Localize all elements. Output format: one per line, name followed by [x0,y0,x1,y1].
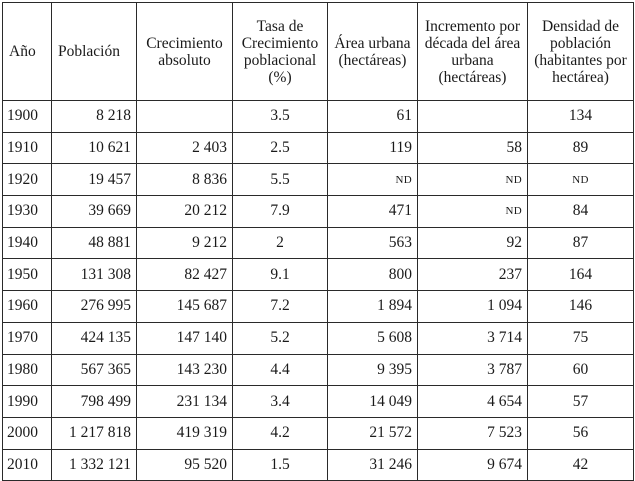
population-table [2,2,634,481]
cell-population: 131 308 [52,259,137,291]
cell-urban-area-increment [418,101,528,133]
cell-population: 1 332 121 [52,449,137,481]
table-row [3,227,634,259]
cell-urban-area: 14 049 [328,386,418,418]
cell-urban-area: 563 [328,227,418,259]
cell-absolute-growth: 145 687 [137,291,233,323]
table-row [3,196,634,228]
cell-urban-area-increment: 92 [418,227,528,259]
cell-growth-rate: 5.5 [233,164,328,196]
cell-population: 19 457 [52,164,137,196]
cell-urban-area-increment: 4 654 [418,386,528,418]
cell-population-density: 164 [528,259,634,291]
cell-growth-rate: 2.5 [233,132,328,164]
cell-urban-area: ND [328,164,418,196]
table-row [3,259,634,291]
cell-absolute-growth: 143 230 [137,354,233,386]
header-year: Año [3,3,52,101]
cell-growth-rate: 5.2 [233,322,328,354]
cell-urban-area: 1 894 [328,291,418,323]
cell-absolute-growth: 2 403 [137,132,233,164]
table-row [3,164,634,196]
cell-year: 1990 [3,386,52,418]
cell-urban-area-increment: ND [418,196,528,228]
cell-absolute-growth: 231 134 [137,386,233,418]
cell-year: 1920 [3,164,52,196]
cell-population-density: 75 [528,322,634,354]
header-population-density: Densidad de población (habitantes por hectárea) [528,3,634,101]
table-row [3,322,634,354]
header-urban-area-increment: Incremento por década del área urbana (hectáreas) [418,3,528,101]
table-row [3,354,634,386]
table-row [3,449,634,481]
cell-growth-rate: 7.2 [233,291,328,323]
cell-population-density: 134 [528,101,634,133]
cell-urban-area-increment: 3 714 [418,322,528,354]
cell-urban-area: 31 246 [328,449,418,481]
cell-year: 1960 [3,291,52,323]
header-row [3,3,634,101]
cell-year: 2010 [3,449,52,481]
cell-population: 8 218 [52,101,137,133]
cell-year: 1900 [3,101,52,133]
cell-population-density: 89 [528,132,634,164]
cell-urban-area: 61 [328,101,418,133]
cell-absolute-growth [137,101,233,133]
cell-population-density: 57 [528,386,634,418]
cell-population-density: 87 [528,227,634,259]
cell-year: 1970 [3,322,52,354]
cell-growth-rate: 1.5 [233,449,328,481]
cell-growth-rate: 4.4 [233,354,328,386]
cell-absolute-growth: 82 427 [137,259,233,291]
cell-urban-area: 9 395 [328,354,418,386]
cell-year: 1950 [3,259,52,291]
cell-absolute-growth: 9 212 [137,227,233,259]
cell-urban-area-increment: 7 523 [418,417,528,449]
cell-urban-area-increment: 3 787 [418,354,528,386]
table-row [3,101,634,133]
cell-population: 10 621 [52,132,137,164]
cell-absolute-growth: 8 836 [137,164,233,196]
cell-urban-area: 21 572 [328,417,418,449]
cell-population-density: 42 [528,449,634,481]
cell-absolute-growth: 20 212 [137,196,233,228]
cell-year: 1940 [3,227,52,259]
cell-population-density: 146 [528,291,634,323]
cell-absolute-growth: 95 520 [137,449,233,481]
cell-year: 1980 [3,354,52,386]
cell-urban-area: 800 [328,259,418,291]
cell-population-density: ND [528,164,634,196]
cell-growth-rate: 3.4 [233,386,328,418]
cell-growth-rate: 7.9 [233,196,328,228]
cell-population-density: 56 [528,417,634,449]
cell-population: 1 217 818 [52,417,137,449]
cell-urban-area-increment: ND [418,164,528,196]
cell-absolute-growth: 147 140 [137,322,233,354]
cell-year: 1910 [3,132,52,164]
cell-population: 567 365 [52,354,137,386]
cell-urban-area: 471 [328,196,418,228]
cell-growth-rate: 3.5 [233,101,328,133]
cell-population: 424 135 [52,322,137,354]
cell-population: 276 995 [52,291,137,323]
header-absolute-growth: Crecimiento absoluto [137,3,233,101]
cell-urban-area-increment: 237 [418,259,528,291]
cell-urban-area: 119 [328,132,418,164]
table-row [3,417,634,449]
cell-urban-area-increment: 9 674 [418,449,528,481]
header-population: Población [52,3,137,101]
cell-population-density: 84 [528,196,634,228]
cell-urban-area-increment: 58 [418,132,528,164]
cell-population-density: 60 [528,354,634,386]
header-growth-rate: Tasa de Crecimiento poblacional (%) [233,3,328,101]
cell-absolute-growth: 419 319 [137,417,233,449]
header-urban-area: Área urbana (hectáreas) [328,3,418,101]
cell-year: 2000 [3,417,52,449]
cell-urban-area: 5 608 [328,322,418,354]
table-row [3,132,634,164]
cell-urban-area-increment: 1 094 [418,291,528,323]
cell-growth-rate: 9.1 [233,259,328,291]
table-row [3,291,634,323]
table-row [3,386,634,418]
cell-population: 798 499 [52,386,137,418]
cell-year: 1930 [3,196,52,228]
cell-population: 39 669 [52,196,137,228]
cell-growth-rate: 2 [233,227,328,259]
cell-population: 48 881 [52,227,137,259]
cell-growth-rate: 4.2 [233,417,328,449]
